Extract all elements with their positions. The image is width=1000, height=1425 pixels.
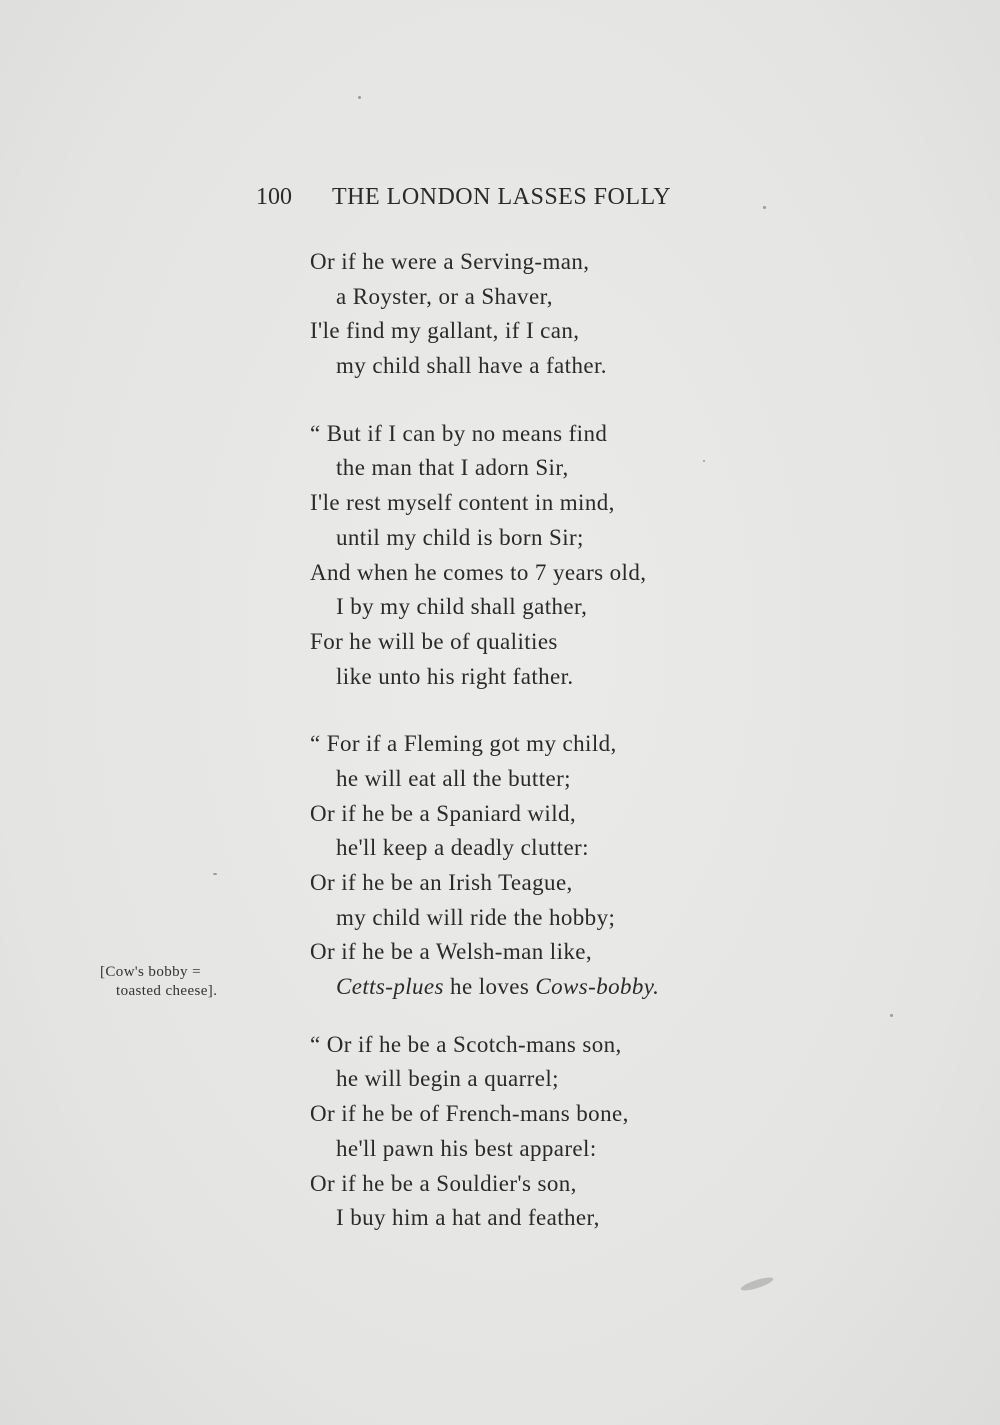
- verse-line: Or if he be a Welsh-man like,: [310, 939, 593, 965]
- italic-word: Cows-bobby.: [535, 974, 660, 1000]
- verse-line: he'll pawn his best apparel:: [336, 1135, 597, 1161]
- margin-note: [100, 963, 260, 1001]
- italic-word: Cetts-plues: [336, 974, 444, 1000]
- verse-line: Or if he be a Spaniard wild,: [310, 800, 577, 826]
- verse-line: my child will ride the hobby;: [336, 904, 616, 930]
- verse-line: For he will be of qualities: [310, 628, 558, 654]
- stanza-4: [310, 1028, 770, 1236]
- verse-line-italic-mixed: [310, 970, 770, 1005]
- margin-note-line: [Cow's bobby =: [100, 964, 201, 980]
- paper-speck: [740, 1275, 775, 1293]
- verse-line: the man that I adorn Sir,: [336, 455, 569, 481]
- verse-line: he'll keep a deadly clutter:: [336, 835, 589, 861]
- verse-line: Or if he be a Souldier's son,: [310, 1170, 577, 1196]
- verse-line: Or if he be of French-mans bone,: [310, 1101, 629, 1127]
- stanza-2: [310, 417, 770, 695]
- verse-line: “ For if a Fleming got my child,: [310, 731, 617, 757]
- poem-text: [310, 245, 770, 1236]
- verse-line: I'le find my gallant, if I can,: [310, 318, 580, 344]
- page-number: 100: [256, 184, 292, 210]
- margin-note-line: toasted cheese].: [116, 983, 218, 999]
- paper-speck: [890, 1014, 893, 1017]
- verse-line: he will begin a quarrel;: [336, 1066, 559, 1092]
- verse-line: until my child is born Sir;: [336, 524, 584, 550]
- verse-line: And when he comes to 7 years old,: [310, 559, 647, 585]
- running-title: THE LONDON LASSES FOLLY: [332, 184, 672, 210]
- stanza-1: [310, 245, 770, 384]
- stanza-3: [310, 727, 770, 1005]
- paper-speck: [703, 460, 705, 462]
- paper-speck: [763, 206, 766, 209]
- paper-speck: [213, 873, 217, 875]
- verse-line: like unto his right father.: [336, 663, 574, 689]
- verse-line: Or if he were a Serving-man,: [310, 249, 590, 274]
- verse-line: “ Or if he be a Scotch-mans son,: [310, 1031, 622, 1057]
- paper-speck: [358, 96, 361, 99]
- verse-line: I by my child shall gather,: [336, 594, 588, 620]
- verse-line: “ But if I can by no means find: [310, 420, 608, 446]
- verse-line: he will eat all the butter;: [336, 765, 571, 791]
- verse-line: I'le rest myself content in mind,: [310, 490, 615, 516]
- verse-line: Or if he be an Irish Teague,: [310, 870, 573, 895]
- plain-words: he loves: [443, 974, 536, 1000]
- verse-line: a Royster, or a Shaver,: [336, 283, 553, 309]
- verse-line: I buy him a hat and feather,: [336, 1205, 600, 1231]
- verse-line: my child shall have a father.: [336, 353, 607, 379]
- running-head: [256, 184, 736, 218]
